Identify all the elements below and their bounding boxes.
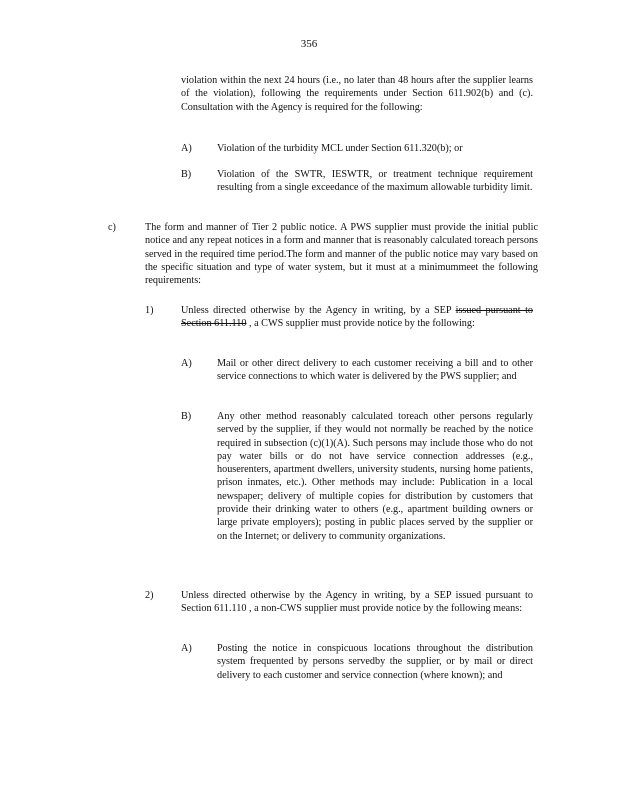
item-1-text-before: Unless directed otherwise by the Agency in writing, by a SEP — [181, 305, 456, 316]
intro-paragraph: violation within the next 24 hours (i.e., no later than 48 hours after the supplier learns of the violation), following the requirements under Section 611.902(b) and (c). Consultation with the Agency is required for the following: — [181, 75, 533, 113]
list-item-label: B) — [181, 411, 192, 422]
section-c-text: The form and manner of Tier 2 public notice. A PWS supplier must provide the initial public notice and any repeat notices in a form and manner that is reasonably calculated toreach persons served in the required time period.The form and manner of the public notice may vary based on the specific situation and type of water system, but it must at a minimummeet the following requirements: — [145, 222, 538, 287]
list-item-label: A) — [181, 143, 192, 154]
list-item-text: Any other method reasonably calculated toreach other persons regularly served by the supplier, if they would not normally be reached by the notice required in subsection (c)(1)(A). Such persons may include those who do not pay water bills or do not have service connection addresses (e.g., houserenters, apartment dwellers, university students, nursing home patients, prison inmates, etc.). Other methods may include: Publication in a local newspaper; delivery of multiple copies for distribution by customers that provide their drinking water to others (e.g., apartment building owners or large private employers); posting in public places served by the supplier or on the Internet; or delivery to community organizations. — [217, 411, 533, 542]
list-item-text: Mail or other direct delivery to each customer receiving a bill and to other service connections to which water is delivered by the PWS supplier; and — [217, 358, 533, 383]
list-item-label: B) — [181, 169, 192, 180]
item-1-label: 1) — [145, 305, 154, 316]
list-item-text: Posting the notice in conspicuous locations throughout the distribution system frequented by persons servedby the supplier, or by mail or direct delivery to each customer and service connection (where known); and — [217, 643, 533, 681]
item-1-struck-text: issued pursuant to Section 611.110 — [181, 305, 533, 330]
item-2-text: Unless directed otherwise by the Agency in writing, by a SEP issued pursuant to Section 611.110 , a non-CWS supplier must provide notice by the following means: — [181, 590, 533, 615]
section-c-label: c) — [108, 222, 116, 233]
item-1-text — [181, 304, 533, 331]
item-2-label: 2) — [145, 590, 154, 601]
list-item-label: A) — [181, 358, 192, 369]
item-1-text-after: , a CWS supplier must provide notice by the following: — [246, 318, 475, 330]
list-item-text: Violation of the SWTR, IESWTR, or treatment technique requirement resulting from a single exceedance of the maximum allowable turbidity limit. — [217, 169, 533, 194]
list-item-label: A) — [181, 643, 192, 654]
list-item-text: Violation of the turbidity MCL under Section 611.320(b); or — [217, 143, 463, 154]
page-number: 356 — [300, 38, 318, 50]
